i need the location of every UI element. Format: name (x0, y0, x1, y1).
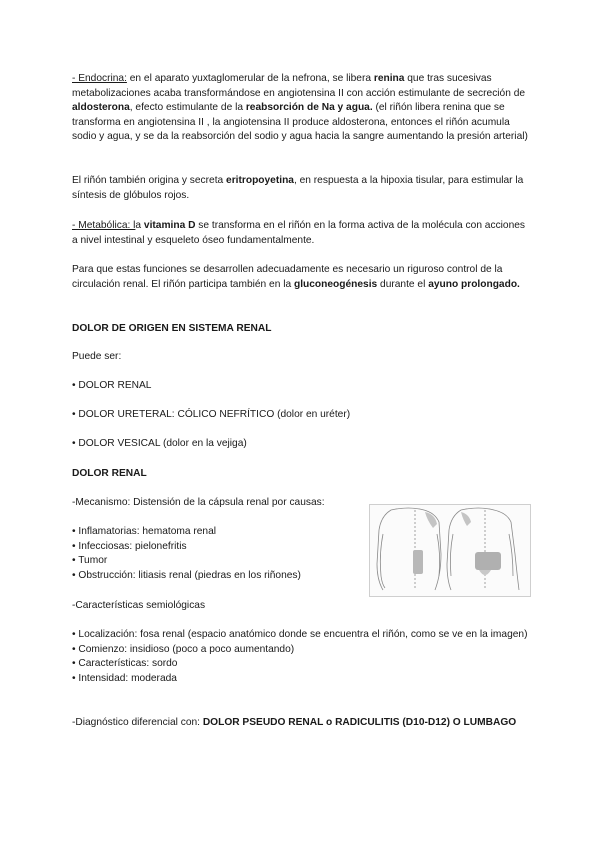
eritro-text-1: El riñón también origina y secreta (72, 175, 227, 186)
caracteristicas-heading: -Características semiológicas (72, 600, 206, 611)
eritro-text-2: , en respuesta a la hipoxia tisular, para estimular la síntesis de glóbulos rojos. (72, 175, 524, 201)
mecanismo-text: -Mecanismo: Distensión de la cápsula renal por causas: (72, 497, 325, 508)
paragraph-endocrina (72, 72, 530, 145)
metabolica-text-2: se transforma en el riñón en la forma activa de la molécula con acciones a nivel intestinal y esqueleto óseo fundamentalmente. (72, 220, 526, 246)
gluconeogenesis-term: gluconeogénesis (293, 278, 378, 290)
vitamina-d-term: vitamina D (143, 220, 196, 231)
endocrina-text-2: que tras sucesivas metabolizaciones acaba transformándose en angiotensina II con acción estimulante de secreción de (72, 73, 526, 99)
tipo-item: • DOLOR RENAL (72, 380, 152, 391)
diagnostico-text: -Diagnóstico diferencial con: (72, 717, 203, 728)
endocrina-label: - Endocrina: (72, 73, 127, 84)
figure-frame (370, 505, 531, 597)
left-renal-zone (413, 550, 423, 574)
ayuno-term: ayuno prolongado. (428, 278, 520, 290)
tipo-item: • DOLOR URETERAL: CÓLICO NEFRÍTICO (dolor en uréter) (72, 409, 351, 420)
renina-term: renina (373, 73, 405, 84)
control-text-2: durante el (377, 278, 429, 290)
puede-ser-text: Puede ser: (72, 351, 122, 362)
semiologia-list (72, 628, 530, 686)
list-item: • Obstrucción: litiasis renal (piedras en los riñones) (72, 569, 301, 581)
right-renal-zone (475, 552, 501, 570)
paragraph-metabolica (72, 219, 530, 248)
metabolica-label: - Metabólica: l (72, 220, 136, 231)
paragraph-control-renal (72, 263, 530, 292)
list-item: • Inflamatorias: hematoma renal (72, 526, 216, 537)
control-text-1: Para que estas funciones se desarrollen adecuadamente es necesario un riguroso control de la circulación renal. El riñón participa también en la (72, 264, 503, 290)
endocrina-text-3: , efecto estimulante de la (129, 102, 246, 114)
causas-list (72, 525, 362, 583)
heading-dolor-origen: DOLOR DE ORIGEN EN SISTEMA RENAL (72, 323, 272, 334)
eritropoyetina-term: eritropoyetina (226, 175, 294, 186)
list-item: • Características: sordo (72, 658, 178, 670)
reabsorcion-term: reabsorción de Na y agua. (245, 102, 373, 114)
aldosterona-term: aldosterona (72, 102, 130, 114)
list-item: • Intensidad: moderada (72, 672, 177, 684)
tipo-item: • DOLOR VESICAL (dolor en la vejiga) (72, 438, 247, 449)
paragraph-diagnostico (72, 716, 530, 731)
endocrina-text-4: (el riñón libera renina que se transforma en angiotensina II , la angiotensina II produce aldosterona, entonces el riñón acumula sodio y agua, y se da la reabsorción del sodio y agua hacia la sangre aumentando la presión arterial) (72, 102, 528, 143)
list-item: • Comienzo: insidioso (poco a poco aumentando) (72, 643, 295, 655)
list-item: • Infecciosas: pielonefritis (72, 540, 187, 552)
heading-dolor-renal: DOLOR RENAL (72, 468, 147, 479)
renal-pain-figure (369, 504, 531, 597)
diagnostico-term: DOLOR PSEUDO RENAL o RADICULITIS (D10-D12) O LUMBAGO (202, 717, 517, 728)
list-item: • Tumor (72, 555, 108, 567)
paragraph-eritropoyetina (72, 174, 530, 203)
endocrina-text-1: en el aparato yuxtaglomerular de la nefrona, se libera (126, 73, 374, 84)
metabolica-text-1: a (135, 220, 144, 231)
list-item: • Localización: fosa renal (espacio anatómico donde se encuentra el riñón, como se ve en la imagen) (72, 629, 528, 640)
